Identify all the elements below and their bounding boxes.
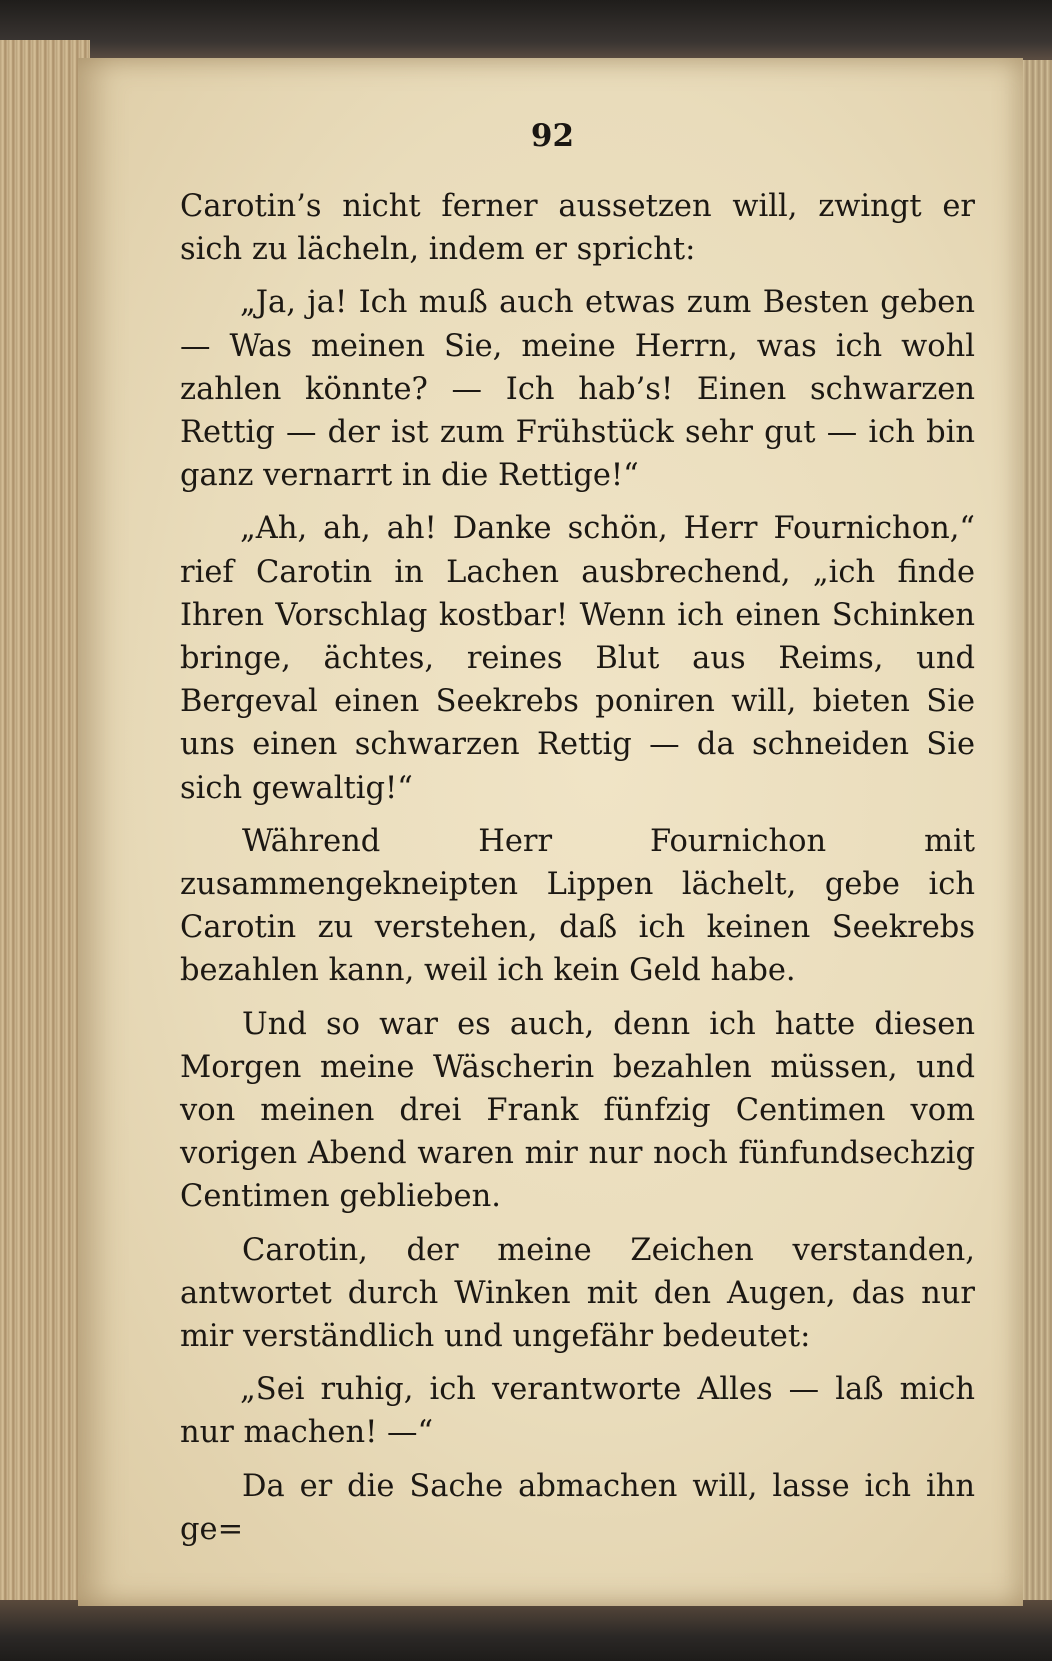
page-text bbox=[180, 185, 975, 1561]
book-cover-bottom bbox=[0, 1600, 1052, 1661]
paragraph: Da er die Sache abmachen will, lasse ich ihn ge= bbox=[180, 1468, 975, 1547]
paragraph: „Ja, ja! Ich muß auch etwas zum Besten geben — Was meinen Sie, meine Herrn, was ich wohl zahlen könnte? — Ich hab’s! Einen schwarzen Rettig — der ist zum Frühstück sehr gut — ich bin ganz vernarrt in die Rettige!“ bbox=[180, 285, 975, 494]
page-stack-left bbox=[0, 40, 90, 1620]
paragraph: „Sei ruhig, ich verantworte Alles — laß mich nur machen! —“ bbox=[180, 1372, 975, 1451]
paragraph: Und so war es auch, denn ich hatte diesen Morgen meine Wäscherin bezahlen müssen, und von meinen drei Frank fünfzig Centimen vom vorigen Abend waren mir nur noch fünfundsechzig Centimen geblieben. bbox=[180, 1006, 975, 1215]
page-stack-right bbox=[1018, 60, 1052, 1610]
paragraph: „Ah, ah, ah! Danke schön, Herr Fournichon,“ rief Carotin in Lachen ausbrechend, „ich finde Ihren Vorschlag kostbar! Wenn ich einen Schinken bringe, ächtes, reines Blut aus Reims, und Bergeval einen Seekrebs poniren will, bieten Sie uns einen schwarzen Rettig — da schneiden Sie sich gewaltig!“ bbox=[180, 511, 975, 806]
paragraph: Carotin’s nicht ferner aussetzen will, zwingt er sich zu lächeln, indem er spricht: bbox=[180, 189, 975, 268]
paragraph: Während Herr Fournichon mit zusammengekneipten Lippen lächelt, gebe ich Carotin zu verstehen, daß ich keinen Seekrebs bezahlen kann, weil ich kein Geld habe. bbox=[180, 823, 975, 989]
paragraph: Carotin, der meine Zeichen verstanden, antwortet durch Winken mit den Augen, das nur mir verständlich und ungefähr bedeutet: bbox=[180, 1232, 975, 1355]
page-number: 92 bbox=[530, 118, 575, 154]
